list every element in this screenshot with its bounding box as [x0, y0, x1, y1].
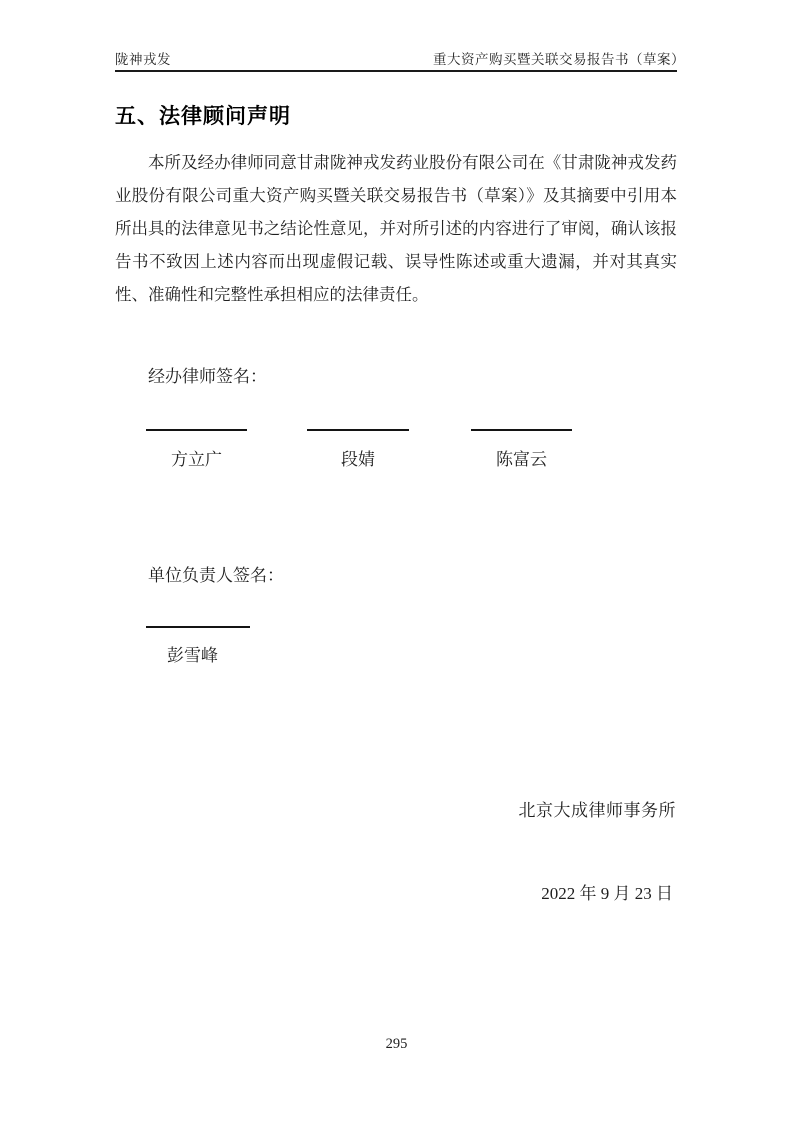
- unit-head-signature-label: 单位负责人签名：: [148, 566, 284, 585]
- law-firm-name: 北京大成律师事务所: [518, 801, 676, 820]
- lawyer-signer-name-2: 段婧: [341, 450, 375, 469]
- header-report-title: 重大资产购买暨关联交易报告书（草案）: [433, 52, 685, 67]
- lawyer-signature-label: 经办律师签名：: [148, 367, 267, 386]
- lawyer-signature-slot-3: [471, 429, 572, 470]
- lawyer-signature-slot-2: [307, 429, 409, 470]
- document-date: 2022 年 9 月 23 日: [541, 884, 673, 903]
- page-number: 295: [385, 1036, 408, 1052]
- header-rule: [115, 70, 677, 72]
- lawyer-signature-slot-1: [146, 429, 247, 470]
- statement-paragraph: 本所及经办律师同意甘肃陇神戎发药业股份有限公司在《甘肃陇神戎发药业股份有限公司重大资产购买暨关联交易报告书（草案）》及其摘要中引用本所出具的法律意见书之结论性意见，并对所引述的内容进行了审阅，确认该报告书不致因上述内容而出现虚假记载、误导性陈述或重大遗漏，并对其真实性、准确性和完整性承担相应的法律责任。: [115, 153, 677, 304]
- section-title: 五、法律顾问声明: [115, 105, 291, 128]
- lawyer-signer-name-1: 方立广: [171, 450, 222, 469]
- lawyer-signer-name-3: 陈富云: [496, 450, 547, 469]
- header-company-name: 陇神戎发: [115, 52, 171, 67]
- unit-head-signer-name: 彭雪峰: [167, 646, 218, 665]
- unit-head-signature-slot: [146, 626, 250, 666]
